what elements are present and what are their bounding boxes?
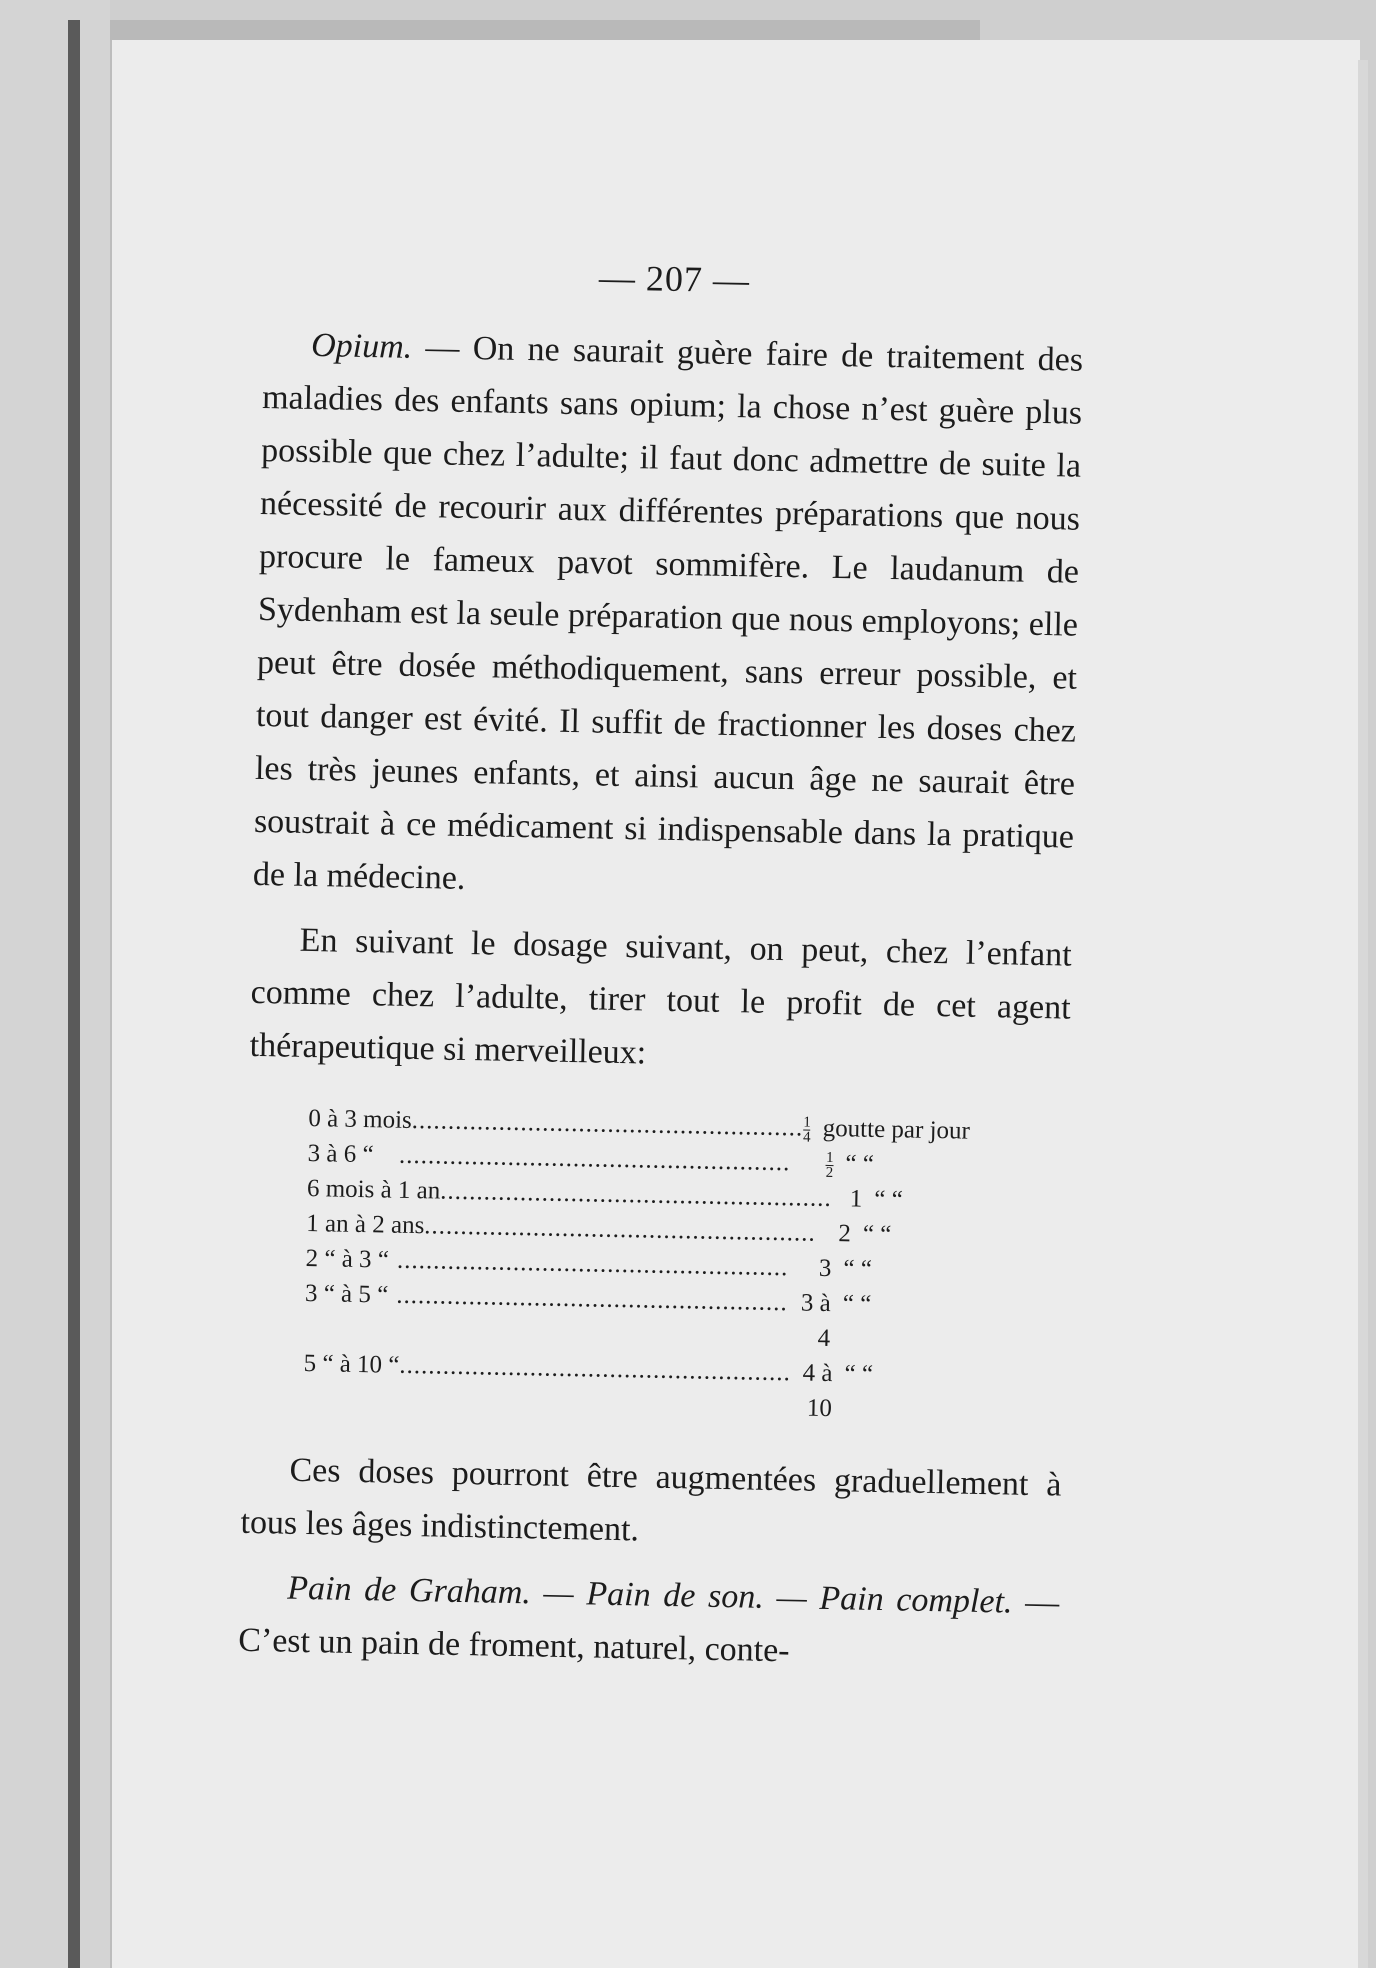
dosage-unit: “ “ — [874, 1185, 903, 1214]
dosage-amount: 4 à 10 — [802, 1359, 833, 1423]
paragraph-opium — [253, 318, 1084, 917]
paragraph-dosage-outro: Ces doses pourront être augmentées graduellement à tous les âges indistinctement. — [240, 1451, 1062, 1549]
fraction-numerator: 1 — [825, 1149, 834, 1166]
dosage-age: 3 à 6 “ — [307, 1139, 374, 1169]
dosage-unit: goutte par jour — [822, 1114, 971, 1145]
dosage-leader-dots: ...................................................... — [424, 1212, 817, 1247]
dosage-fraction — [826, 1151, 834, 1180]
graham-title: Pain de Graham. — Pain de son. — Pain complet. — [286, 1569, 1013, 1621]
graham-body: — C’est un pain de froment, naturel, conte- — [237, 1583, 1060, 1670]
dosage-leader-dots: ...................................................... — [411, 1106, 804, 1142]
dosage-leader-dots: ...................................................... — [398, 1141, 791, 1177]
dosage-leader-dots: ...................................................... — [396, 1246, 789, 1282]
dosage-age: 3 “ à 5 “ — [304, 1279, 389, 1309]
dosage-age: 2 “ à 3 “ — [305, 1244, 390, 1274]
dosage-age: 5 “ à 10 “ — [303, 1349, 400, 1379]
dosage-unit: “ “ — [842, 1290, 872, 1318]
dosage-unit: “ “ — [844, 1360, 874, 1388]
dosage-amount: 3 — [818, 1254, 832, 1283]
dosage-age: 0 à 3 mois — [308, 1104, 413, 1134]
dosage-age: 6 mois à 1 an — [306, 1174, 441, 1205]
book-spine-edge — [68, 20, 80, 1968]
dosage-row — [304, 1276, 945, 1358]
left-scan-margin — [0, 0, 110, 1968]
dosage-amount: 2 — [838, 1220, 852, 1248]
dosage-amount: 1 — [849, 1185, 863, 1213]
opium-title: Opium. — [310, 326, 413, 366]
dosage-row — [303, 1346, 944, 1428]
dosage-leader-dots: ...................................................... — [396, 1281, 789, 1317]
paragraph-graham — [238, 1561, 1060, 1683]
dosage-age: 1 an à 2 ans — [306, 1209, 425, 1240]
dosage-leader-dots: ...................................................... — [399, 1351, 792, 1387]
dosage-unit: “ “ — [845, 1150, 875, 1178]
fraction-numerator: 1 — [803, 1114, 811, 1131]
dosage-unit: “ “ — [862, 1220, 892, 1249]
dosage-unit: “ “ — [843, 1255, 873, 1283]
opium-body: — On ne saurait guère faire de traitement des maladies des enfants sans opium; la chose n’est guère plus possible que chez l’adulte; il faut donc admettre de suite la nécessité de recourir aux différentes préparations que nous procure le fameux pavot sommifère. Le laudanum de Sydenham est la seule préparation que nous employons; elle peut être dosée méthodiquement, sans erreur possible, et tout danger est évité. Il suffit de fractionner les doses chez les très jeunes enfants, et ainsi aucun âge ne saurait être soustrait à ce médicament si indispensable dans la pratique de la médecine. — [252, 328, 1084, 897]
dosage-fraction — [803, 1115, 811, 1144]
dosage-amount — [803, 1110, 823, 1145]
page-right-edge — [1358, 60, 1368, 1968]
fraction-denominator: 2 — [825, 1164, 834, 1181]
paragraph-dosage-intro: En suivant le dosage suivant, on peut, chez l’enfant comme chez l’adulte, tirer tout le profit de cet agent thérapeutique si merveilleux: — [249, 921, 1072, 1072]
dosage-leader-dots: ...................................................... — [440, 1177, 832, 1213]
page-number: — 207 — — [598, 257, 751, 301]
fraction-denominator: 4 — [802, 1129, 811, 1146]
dosage-amount — [790, 1145, 846, 1181]
page-content — [238, 250, 1085, 1682]
dosage-table — [303, 1101, 1069, 1431]
dosage-amount: 3 à 4 — [800, 1289, 832, 1353]
